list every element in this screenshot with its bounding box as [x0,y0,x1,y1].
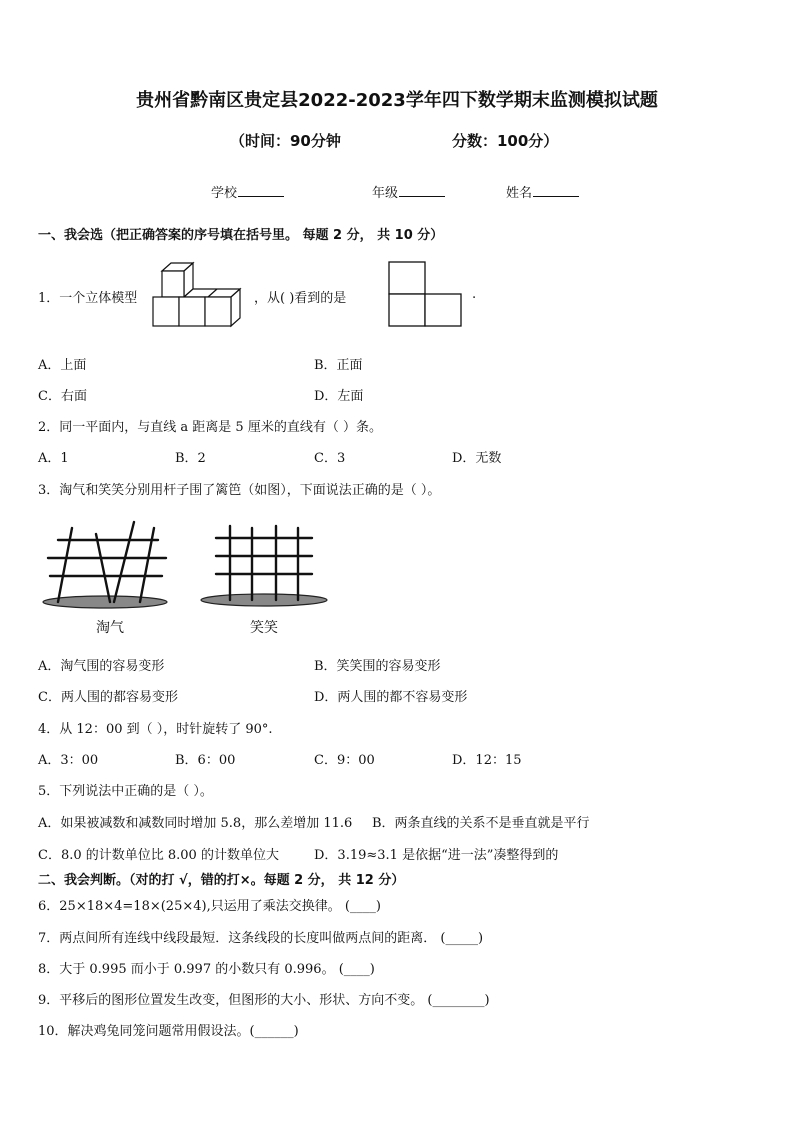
exam-score: 分数：100分） [452,132,559,150]
judgment-8[interactable]: 8．大于 0.995 而小于 0.997 的小数只有 0.996。 (____) [38,962,375,977]
q1-option-a[interactable]: A．上面 [38,358,87,373]
name-label: 姓名 [506,186,533,201]
q1-middle: ，从( )看到的是 [254,291,347,306]
q3-option-c[interactable]: C．两人围的都容易变形 [38,690,178,705]
q5-text: 5．下列说法中正确的是（ ）。 [38,784,213,799]
q2-option-b[interactable]: B．2 [175,451,206,466]
name-blank[interactable] [533,184,579,197]
q1-option-c[interactable]: C．右面 [38,389,87,404]
school-label: 学校 [211,186,238,201]
q3-text: 3．淘气和笑笑分别用杆子围了篱笆（如图），下面说法正确的是（ ）。 [38,483,441,498]
q4-option-a[interactable]: A．3：00 [38,753,99,768]
q2-text: 2．同一平面内，与直线 a 距离是 5 厘米的直线有（ ）条。 [38,420,382,435]
xiaoxiao-label: 笑笑 [250,620,278,636]
q2-option-d[interactable]: D．无数 [452,451,502,466]
q3-option-b[interactable]: B．笑笑围的容易变形 [314,659,441,674]
judgment-6[interactable]: 6．25×18×4=18×(25×4),只运用了乘法交换律。 (____) [38,899,381,914]
q4-option-d[interactable]: D．12：15 [452,753,522,768]
q1-option-b[interactable]: B．正面 [314,358,363,373]
name-field[interactable] [506,182,579,201]
q1-prefix: 1．一个立体模型 [38,291,138,306]
xiaoxiao-fence-figure [198,522,334,612]
q1-option-d[interactable]: D．左面 [314,389,364,404]
school-blank[interactable] [238,184,284,197]
q4-option-b[interactable]: B．6：00 [175,753,236,768]
q5-option-b[interactable]: B．两条直线的关系不是垂直就是平行 [372,816,590,831]
grade-blank[interactable] [399,184,445,197]
cube-model-figure [152,262,244,330]
q3-option-a[interactable]: A．淘气围的容易变形 [38,659,165,674]
q5-option-c[interactable]: C．8.0 的计数单位比 8.00 的计数单位大 [38,848,279,863]
q3-option-d[interactable]: D．两人围的都不容易变形 [314,690,468,705]
section2-heading: 二、我会判断。（对的打 √，错的打×。每题 2 分， 共 12 分） [38,873,405,888]
grade-label: 年级 [372,186,399,201]
grade-field[interactable] [372,182,445,201]
q4-option-c[interactable]: C．9：00 [314,753,375,768]
q2-option-a[interactable]: A．1 [38,451,69,466]
section1-heading: 一、我会选（把正确答案的序号填在括号里。 每题 2 分， 共 10 分） [38,228,444,243]
page-title: 贵州省黔南区贵定县2022-2023学年四下数学期末监测模拟试题 [136,90,658,111]
q5-option-d[interactable]: D．3.19≈3.1 是依据“进一法”凑整得到的 [314,848,559,863]
q1-suffix: . [472,287,477,302]
judgment-10[interactable]: 10．解决鸡兔同笼问题常用假设法。(______) [38,1024,299,1039]
view-shape-figure [388,261,464,327]
school-field[interactable] [211,182,284,201]
q5-option-a[interactable]: A．如果被减数和减数同时增加 5.8，那么差增加 11.6 [38,816,353,831]
q2-option-c[interactable]: C．3 [314,451,346,466]
exam-time: （时间：90分钟 [230,132,341,150]
judgment-7[interactable]: 7．两点间所有连线中线段最短．这条线段的长度叫做两点间的距离． (_____) [38,931,484,946]
taoqi-fence-figure [38,520,176,615]
taoqi-label: 淘气 [96,620,124,636]
judgment-9[interactable]: 9．平移后的图形位置发生改变，但图形的大小、形状、方向不变。 (________) [38,993,490,1008]
q4-text: 4．从 12：00 到（ ），时针旋转了 90°. [38,722,273,737]
